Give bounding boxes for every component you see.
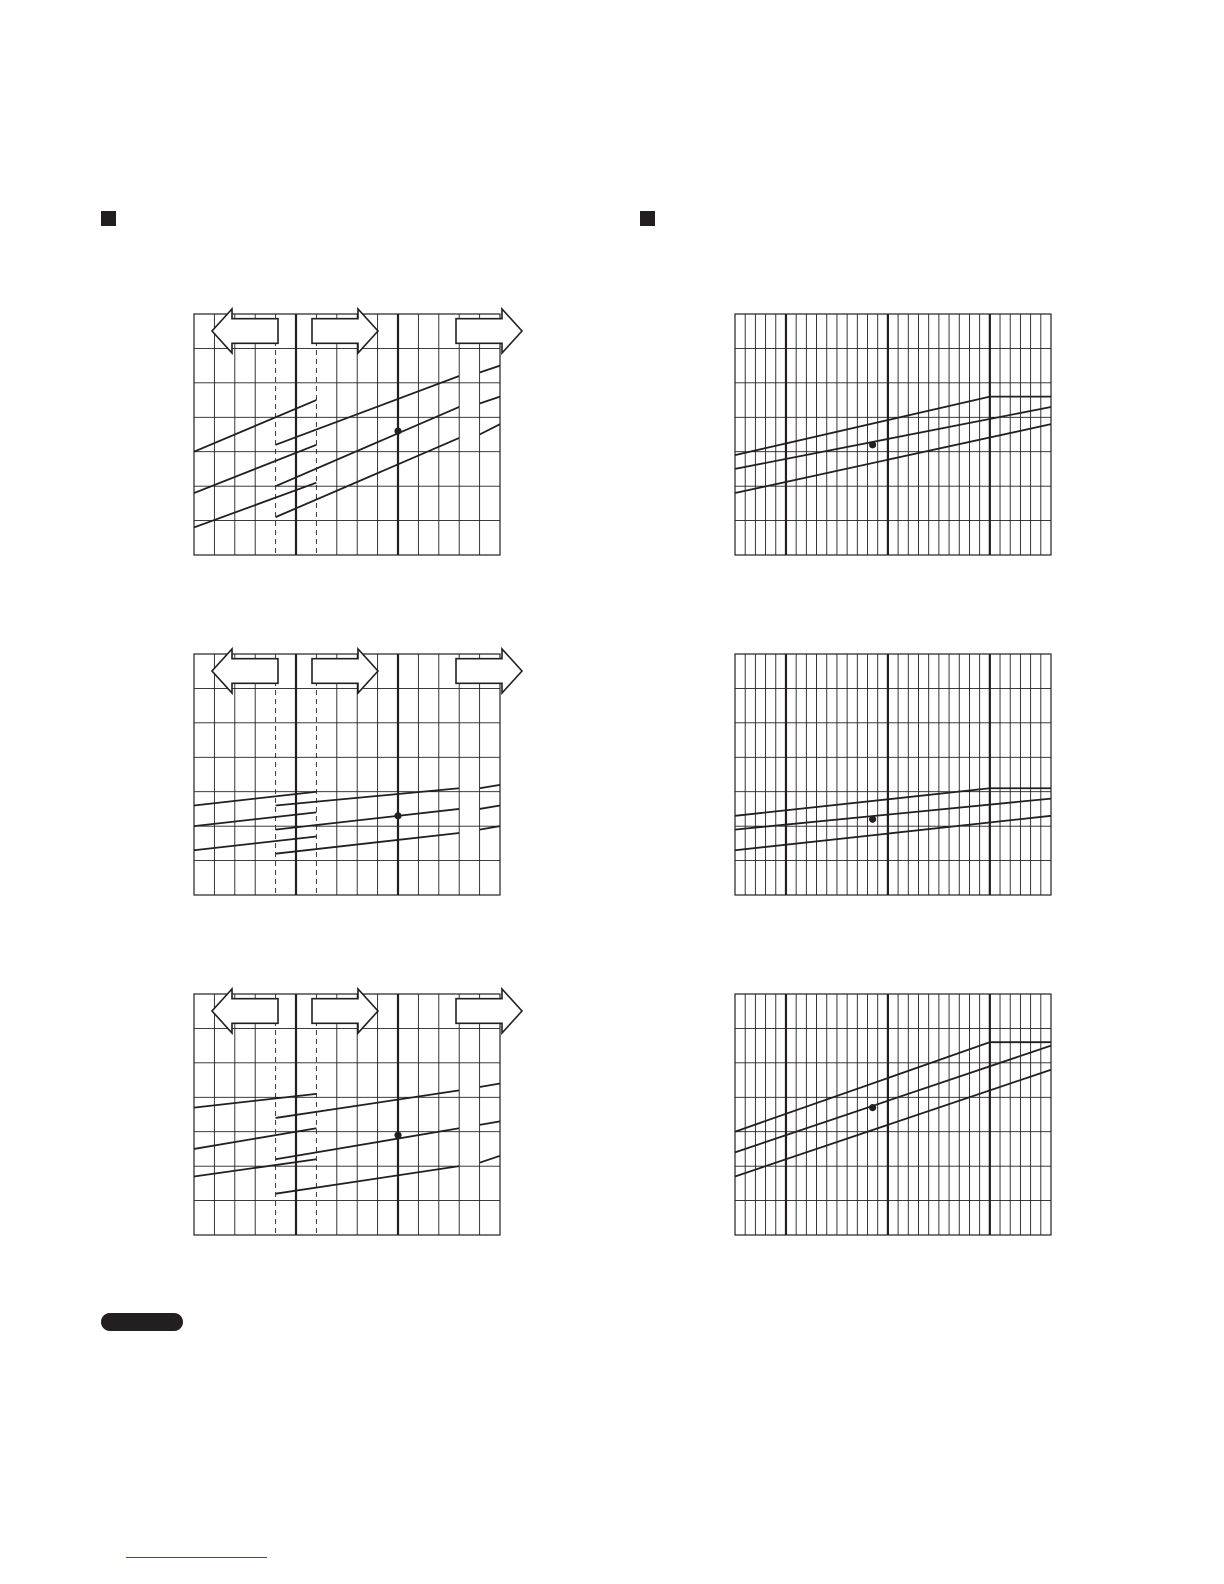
series-line-9 [480,826,500,829]
footer-link-underline[interactable] [126,1557,267,1558]
range-arrow-left [212,989,278,1033]
series-line-8 [276,1166,460,1194]
series-line-6 [480,397,500,404]
range-arrow-right [456,989,522,1033]
series-line-3 [480,366,500,373]
series-line-2 [276,376,460,445]
range-arrow-right [456,649,522,693]
series-line-1 [735,1042,1051,1132]
data-point-marker [869,816,876,823]
plot-frame [194,314,500,555]
plot-frame [735,654,1051,895]
chart-right-2 [735,654,1051,895]
series-line-3 [480,1084,500,1087]
series-line-5 [276,1128,460,1159]
series-line-9 [480,1156,500,1163]
plot-frame [194,994,500,1235]
series-line-6 [480,805,500,808]
series-line-1 [735,397,1051,456]
chart-left-1 [194,309,522,555]
series-line-9 [480,424,500,434]
data-point-marker [394,812,401,819]
chart-right-1 [735,314,1051,555]
series-line-3 [735,1070,1051,1177]
series-line-2 [735,799,1051,830]
range-arrow-center [312,649,378,693]
plot-frame [194,654,500,895]
series-line-2 [276,788,460,805]
chart-left-3 [194,989,522,1235]
note-badge [101,1313,183,1331]
range-arrow-center [312,309,378,353]
series-line-6 [480,1121,500,1124]
data-point-marker [394,1132,401,1139]
series-line-1 [735,788,1051,816]
range-arrow-left [212,649,278,693]
range-arrow-right [456,309,522,353]
series-line-2 [735,407,1051,469]
series-line-2 [735,1046,1051,1153]
chart-right-3 [735,994,1051,1235]
range-arrow-left [212,309,278,353]
series-line-3 [480,785,500,788]
range-arrow-center [312,989,378,1033]
data-point-marker [394,427,401,434]
data-point-marker [869,441,876,448]
series-line-8 [276,833,460,854]
series-line-3 [735,816,1051,850]
data-point-marker [869,1104,876,1111]
series-line-5 [276,407,460,486]
chart-left-2 [194,649,522,895]
series-line-3 [735,424,1051,493]
